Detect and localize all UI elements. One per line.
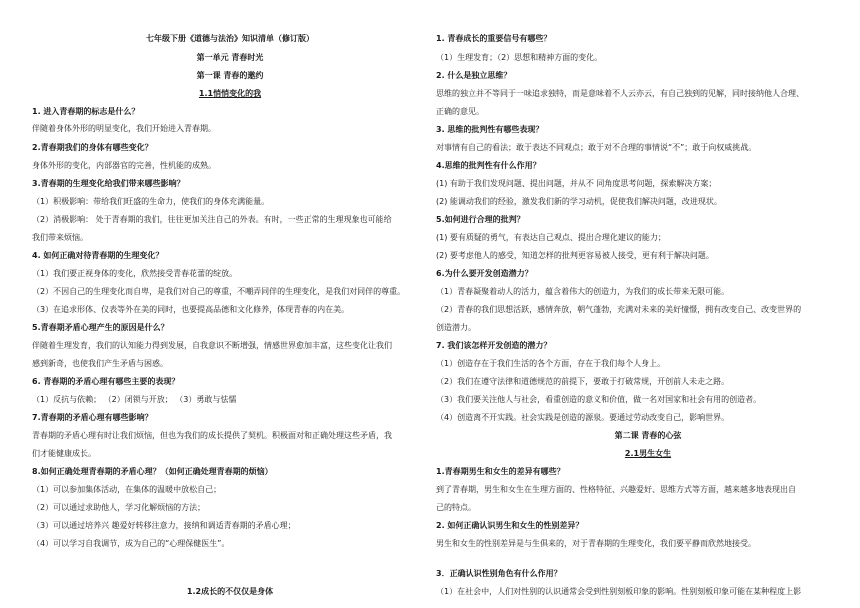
question: 8.如何正确处理青春期的矛盾心理？（如何正确处理青春期的烦恼） — [32, 467, 273, 476]
answer-text: （3）在追求形体、仪表等外在美的同时，也要提高品德和文化修养，体现青春的内在美。 — [32, 305, 350, 314]
answer-text: 男生和女生的性别差异是与生俱来的，对于青春期的生理变化，我们要平静而欣然地接受。 — [436, 539, 756, 548]
question: 2. 如何正确认识男生和女生的性别差异？ — [436, 521, 584, 530]
section-heading: 2.1男生女生 — [624, 449, 672, 458]
answer-text: 对事情有自己的看法；敢于表达不同观点；敢于对不合理的事情说“不”；敢于向权威挑战。 — [436, 143, 757, 152]
right-column — [436, 0, 860, 608]
question: 3. 思维的批判性有哪些表现？ — [436, 125, 544, 134]
answer-text: （2）可以通过求助他人，学习化解烦恼的方法； — [32, 503, 206, 512]
question: 1.青春期男生和女生的差异有哪些？ — [436, 467, 565, 476]
answer-text: （2）我们在遵守法律和道德规范的前提下，要敢于打破常规，开创前人未走之路。 — [436, 377, 730, 386]
question: 5.如何进行合理的批判？ — [436, 215, 525, 224]
answer-text: 伴随着生理发育，我们的认知能力得到发展，自我意识不断增强，情感世界愈加丰富，这些变化让我们 — [32, 341, 392, 350]
document-title: 七年级下册《道德与法治》知识清单（修订版） — [146, 34, 314, 43]
question: 3.青春期的生理变化给我们带来哪些影响？ — [32, 179, 185, 188]
answer-text: （1）创造存在于我们生活的各个方面，存在于我们每个人身上。 — [436, 359, 666, 368]
answer-text: （1）在社会中，人们对性别的认识通常会受到性别刻板印象的影响。性别刻板印象可能在某种程度上影 — [436, 587, 802, 596]
answer-text: (2) 能调动我们的经验，激发我们新的学习动机，促使我们解决问题，改进现状。 — [436, 197, 722, 206]
answer-text: 我们带来烦恼。 — [32, 233, 88, 242]
left-column — [0, 0, 420, 608]
section-heading: 1.2成长的不仅仅是身体 — [186, 587, 274, 596]
question: 6. 青春期的矛盾心理有哪些主要的表现？ — [32, 377, 180, 386]
answer-text: （1）我们要正视身体的变化，欣然接受青春花蕾的绽放。 — [32, 269, 238, 278]
answer-text: 感到新奇，也使我们产生矛盾与困惑。 — [32, 359, 168, 368]
question: 1. 青春成长的重要信号有哪些？ — [436, 34, 552, 43]
question: 3．正确认识性别角色有什么作用？ — [436, 569, 562, 578]
answer-text: （2）不因自己的生理变化而自卑，是我们对自己的尊重，不嘲弄同伴的生理变化，是我们对同伴的尊重。 — [32, 287, 406, 296]
answer-text: （1）可以参加集体活动，在集体的温暖中放松自己； — [32, 485, 222, 494]
answer-text: （4）创造离不开实践。社会实践是创造的源泉。要通过劳动改变自己，影响世界。 — [436, 413, 730, 422]
answer-text: 正确的意见。 — [436, 107, 484, 116]
answer-text: （2）消极影响： 处于青春期的我们，往往更加关注自己的外表。有时，一些正常的生理现象也可能给 — [32, 215, 392, 224]
answer-text: 身体外形的变化，内部器官的完善，性机能的成熟。 — [32, 161, 216, 170]
question: 7. 我们该怎样开发创造的潜力？ — [436, 341, 552, 350]
answer-text: （4）可以学习自我调节，成为自己的“心理保健医生”。 — [32, 539, 230, 548]
answer-text: 到了青春期，男生和女生在生理方面的、性格特征、兴趣爱好、思维方式等方面，越来越多地表现出自 — [436, 485, 796, 494]
answer-text: (1) 有助于我们发现问题、提出问题，并从不 同角度思考问题，探索解决方案； — [436, 179, 717, 188]
answer-text: 们才能健康成长。 — [32, 449, 96, 458]
answer-text: (2) 要考虑他人的感受，知道怎样的批判更容易被人接受，更有利于解决问题。 — [436, 251, 714, 260]
answer-text: 己的特点。 — [436, 503, 476, 512]
answer-text: （2）青春的我们思想活跃，感情奔放，朝气蓬勃，充满对未来的美好憧憬，拥有改变自己、改变世界的 — [436, 305, 802, 314]
answer-text: （1）积极影响：带给我们旺盛的生命力，使我们的身体充满能量。 — [32, 197, 270, 206]
lesson-heading: 第二课 青春的心弦 — [614, 431, 682, 440]
question: 5.青春期矛盾心理产生的原因是什么？ — [32, 323, 169, 332]
question: 1. 进入青春期的标志是什么？ — [32, 107, 140, 116]
question: 2.青春期我们的身体有哪些变化？ — [32, 143, 153, 152]
answer-text: 创造潜力。 — [436, 323, 476, 332]
answer-text: （1）青春凝聚着动人的活力，蕴含着伟大的创造力，为我们的成长带来无限可能。 — [436, 287, 730, 296]
answer-text: 伴随着身体外形的明显变化，我们开始进入青春期。 — [32, 124, 216, 133]
answer-text: （1）生理发育；（2）思想和精神方面的变化。 — [436, 53, 603, 62]
answer-text: （3）我们要关注他人与社会，看重创造的意义和价值，做一名对国家和社会有用的创造者。 — [436, 395, 762, 404]
answer-text: （3）可以通过培养兴 趣爱好转移注意力，接纳和调适青春期的矛盾心理； — [32, 521, 296, 530]
answer-text: (1) 要有质疑的勇气，有表达自己观点、提出合理化建议的能力； — [436, 233, 666, 242]
section-heading: 1.1悄悄变化的我 — [198, 89, 262, 98]
question: 7.青春期的矛盾心理有哪些影响？ — [32, 413, 153, 422]
answer-text: （1）反抗与依赖； （2）闭锁与开放； （3）勇敢与怯懦 — [32, 395, 237, 404]
question: 6.为什么要开发创造潜力？ — [436, 269, 533, 278]
lesson-heading: 第一课 青春的邀约 — [196, 71, 264, 80]
unit-heading: 第一单元 青春时光 — [196, 53, 264, 62]
answer-text: 青春期的矛盾心理有时让我们烦恼，但也为我们的成长提供了契机。积极面对和正确处理这些矛盾，我 — [32, 431, 392, 440]
question: 4.思维的批判性有什么作用？ — [436, 161, 541, 170]
answer-text: 思维的独立并不等同于一味追求独特，而是意味着不人云亦云，有自己独到的见解，同时接纳他人合理、 — [436, 89, 804, 98]
question: 4. 如何正确对待青春期的生理变化？ — [32, 251, 164, 260]
question: 2. 什么是独立思维？ — [436, 71, 512, 80]
